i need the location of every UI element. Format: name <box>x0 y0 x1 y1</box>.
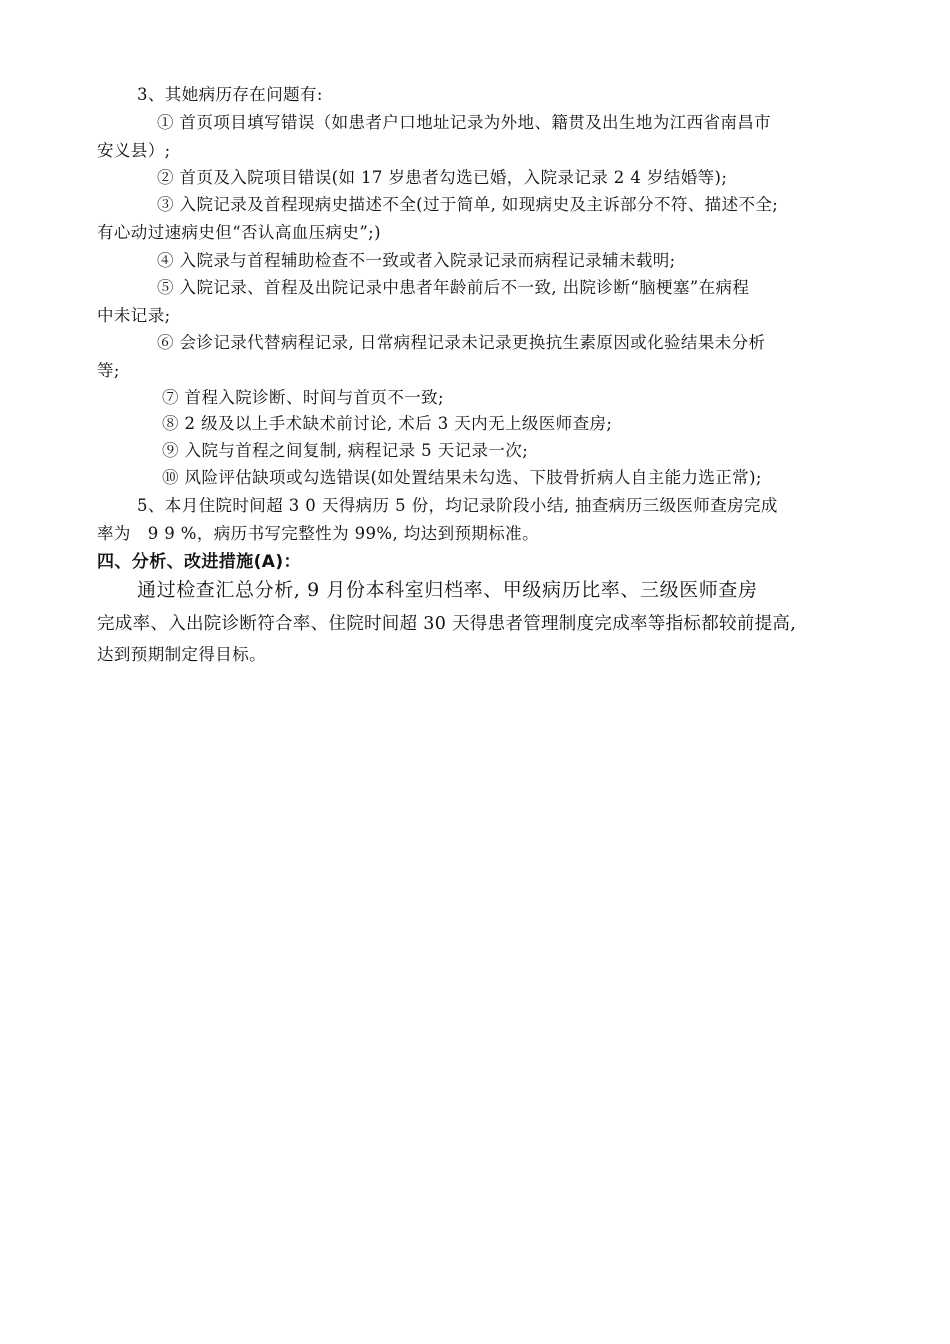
issue-1-line-2: 安义县）; <box>97 141 171 160</box>
issue-5-line-2: 中未记录; <box>97 306 171 325</box>
issue-2: ② 首页及入院项目错误(如 17 岁患者勾选已婚，入院录记录 2 4 岁结婚等); <box>157 168 728 187</box>
analysis-line-1: 通过检查汇总分析, 9 月份本科室归档率、甲级病历比率、三级医师查房 <box>137 579 758 601</box>
issue-6-line-1: ⑥ 会诊记录代替病程记录, 日常病程记录未记录更换抗生素原因或化验结果未分析 <box>157 333 766 352</box>
section-5-line-2: 率为 9 9 %，病历书写完整性为 99%, 均达到预期标准。 <box>97 524 539 543</box>
issue-3-line-2: 有心动过速病史但“否认高血压病史”;) <box>97 223 381 242</box>
section-5-line-1: 5、本月住院时间超 3 0 天得病历 5 份，均记录阶段小结, 抽查病历三级医师查房完成 <box>137 496 778 515</box>
issue-5-line-1: ⑤ 入院记录、首程及出院记录中患者年龄前后不一致, 出院诊断“脑梗塞”在病程 <box>157 278 750 297</box>
issue-8: ⑧ 2 级及以上手术缺术前讨论, 术后 3 天内无上级医师查房; <box>162 414 613 433</box>
analysis-line-2: 完成率、入出院诊断符合率、住院时间超 30 天得患者管理制度完成率等指标都较前提高, <box>97 614 797 634</box>
analysis-line-3: 达到预期制定得目标。 <box>97 645 266 664</box>
section-3-heading: 3、其她病历存在问题有: <box>137 85 323 104</box>
issue-1-line-1: ① 首页项目填写错误（如患者户口地址记录为外地、籍贯及出生地为江西省南昌市 <box>157 113 772 132</box>
issue-10: ⑩ 风险评估缺项或勾选错误(如处置结果未勾选、下肢骨折病人自主能力选正常); <box>162 468 762 487</box>
issue-6-line-2: 等; <box>97 361 120 380</box>
issue-4: ④ 入院录与首程辅助检查不一致或者入院录记录而病程记录辅未载明; <box>157 251 676 270</box>
issue-3-line-1: ③ 入院记录及首程现病史描述不全(过于简单, 如现病史及主诉部分不符、描述不全; <box>157 195 779 214</box>
issue-9: ⑨ 入院与首程之间复制, 病程记录 5 天记录一次; <box>162 441 529 460</box>
issue-7: ⑦ 首程入院诊断、时间与首页不一致; <box>162 388 445 407</box>
section-4-heading: 四、分析、改进措施(A)： <box>97 552 301 572</box>
